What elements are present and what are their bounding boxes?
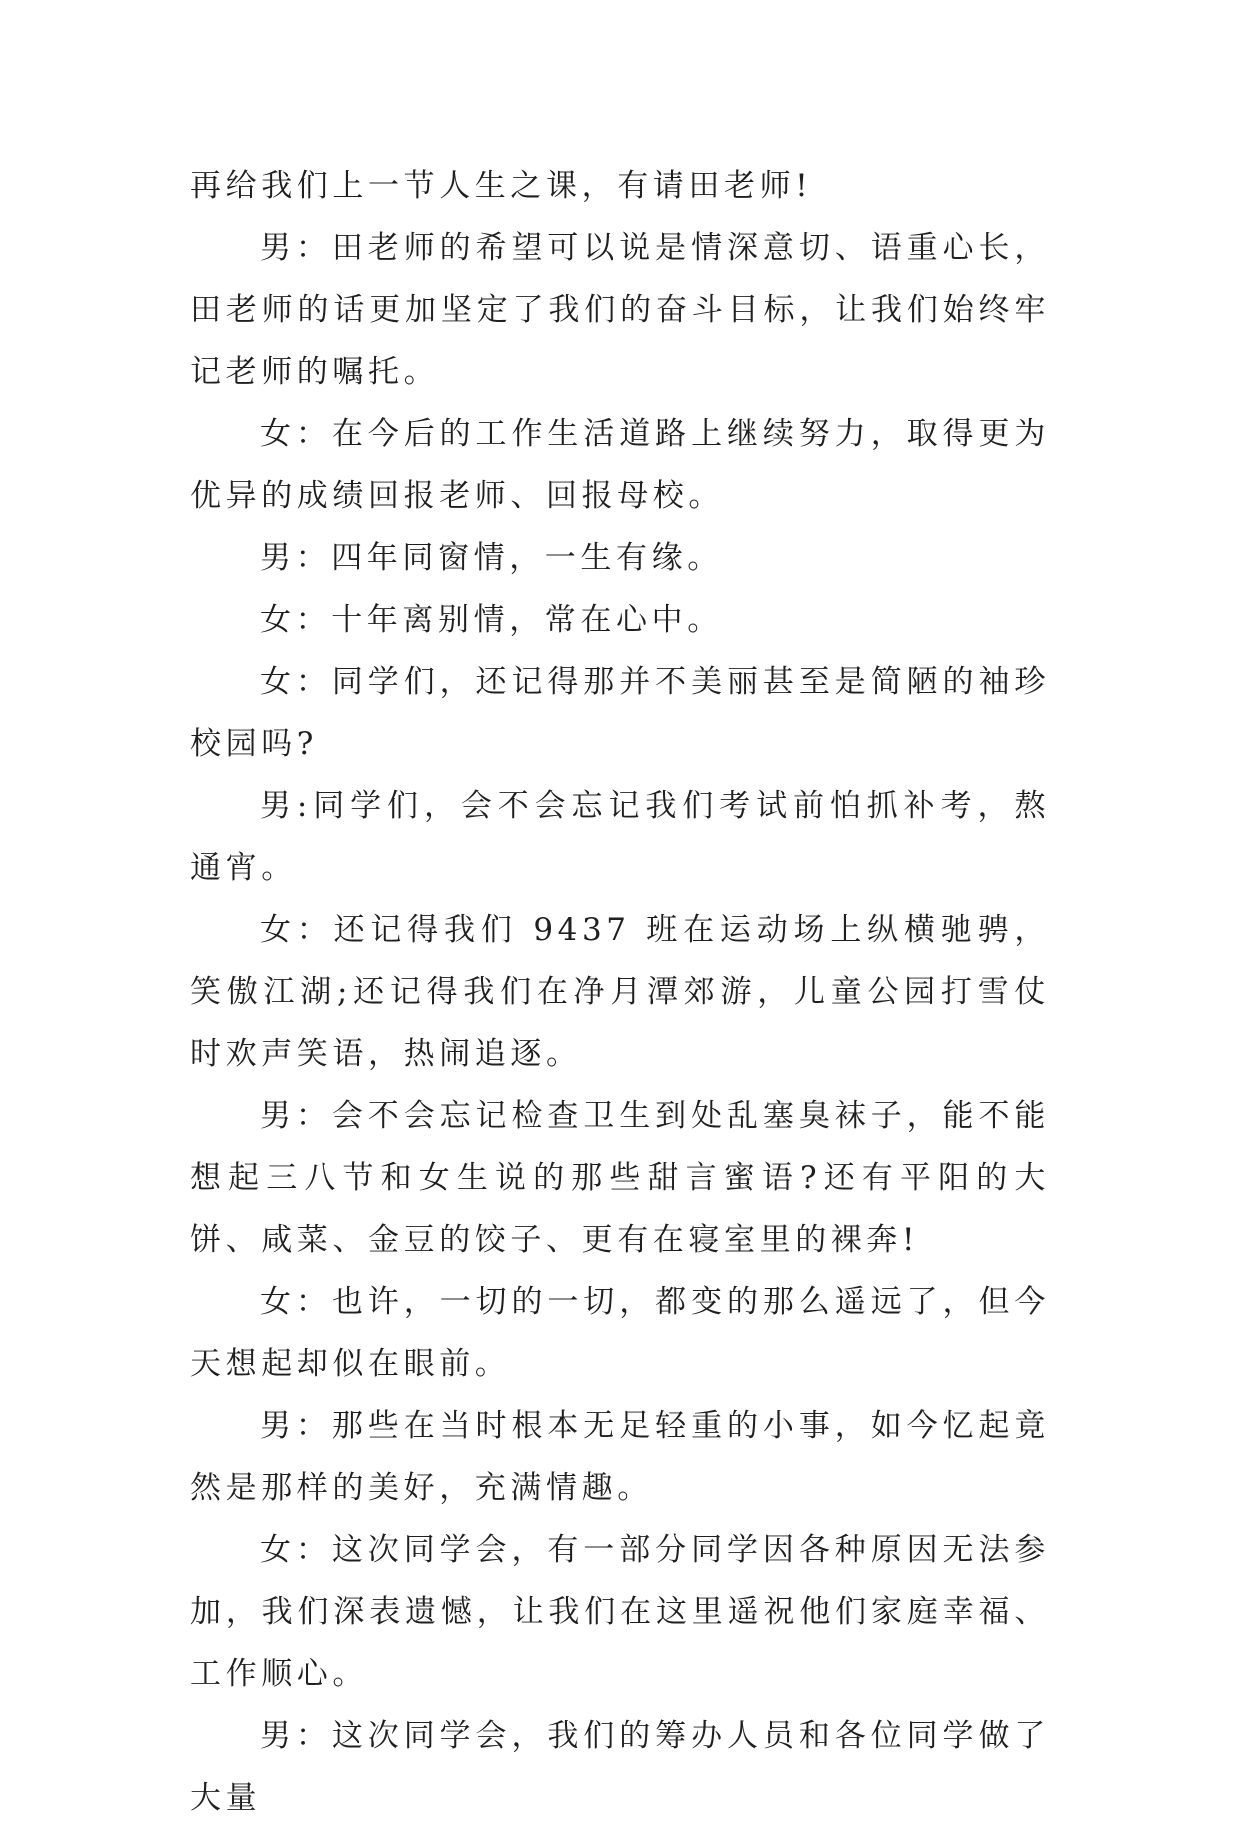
paragraph-2: 男：田老师的希望可以说是情深意切、语重心长，田老师的话更加坚定了我们的奋斗目标，让我们始终牢记老师的嘱托。 [190,230,1050,390]
paragraph-6: 女：同学们，还记得那并不美丽甚至是简陋的袖珍校园吗? [190,664,1050,762]
paragraph-9: 男：会不会忘记检查卫生到处乱塞臭袜子，能不能想起三八节和女生说的那些甜言蜜语?还有平阳的大饼、咸菜、金豆的饺子、更有在寝室里的裸奔! [190,1098,1050,1258]
paragraph-12: 女：这次同学会，有一部分同学因各种原因无法参加，我们深表遗憾，让我们在这里遥祝他们家庭幸福、工作顺心。 [190,1532,1050,1692]
paragraph-11: 男：那些在当时根本无足轻重的小事，如今忆起竟然是那样的美好，充满情趣。 [190,1408,1050,1506]
paragraph-7: 男:同学们，会不会忘记我们考试前怕抓补考，熬通宵。 [190,788,1050,886]
paragraph-4: 男：四年同窗情，一生有缘。 [260,540,723,576]
paragraph-3: 女：在今后的工作生活道路上继续努力，取得更为优异的成绩回报老师、回报母校。 [190,416,1050,514]
paragraph-8: 女：还记得我们 9437 班在运动场上纵横驰骋，笑傲江湖;还记得我们在净月潭郊游，儿童公园打雪仗时欢声笑语，热闹追逐。 [190,912,1050,1072]
paragraph-13: 男：这次同学会，我们的筹办人员和各位同学做了大量 [190,1718,1050,1816]
paragraph-1: 再给我们上一节人生之课，有请田老师! [190,168,813,204]
document-body [190,155,1050,1829]
paragraph-10: 女：也许，一切的一切，都变的那么遥远了，但今天想起却似在眼前。 [190,1284,1050,1382]
paragraph-5: 女：十年离别情，常在心中。 [260,602,723,638]
